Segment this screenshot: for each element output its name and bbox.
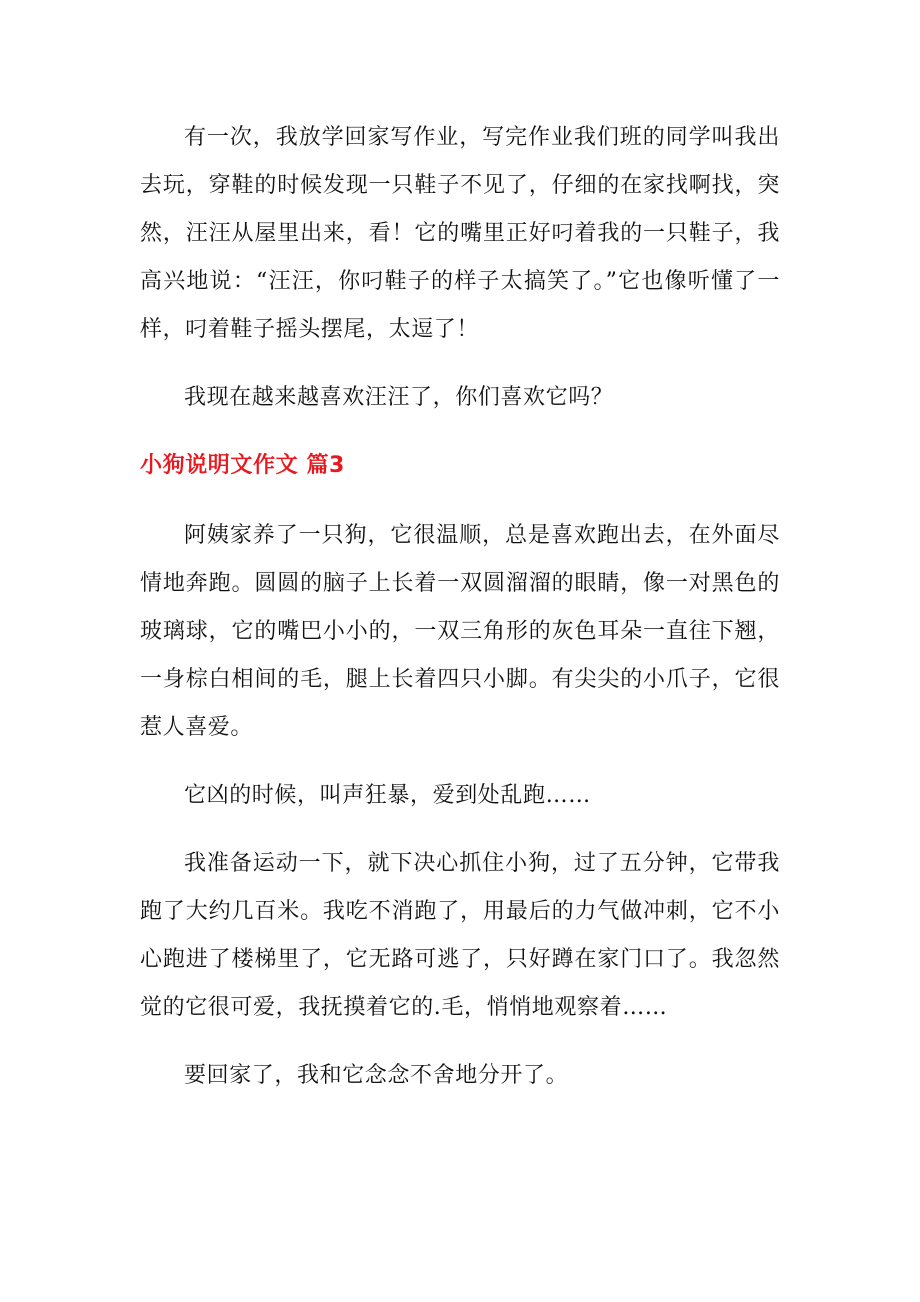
paragraph-shoe-story: 有一次，我放学回家写作业，写完作业我们班的同学叫我出去玩，穿鞋的时候发现一只鞋子不见了，仔细的在家找啊找，突然，汪汪从屋里出来，看！它的嘴里正好叼着我的一只鞋子，我高兴地说：“汪汪，你叼鞋子的样子太搞笑了。”它也像听懂了一样，叼着鞋子摇头摆尾，太逗了！: [140, 125, 780, 342]
document-body: [140, 114, 780, 1100]
paragraph-going-home: 要回家了，我和它念念不舍地分开了。: [184, 1063, 569, 1088]
paragraph-dog-fierce: 它凶的时候，叫声狂暴，爱到处乱跑……: [184, 783, 591, 808]
section-heading: 小狗说明文作文 篇3: [140, 453, 345, 478]
paragraph-dog-description: 阿姨家养了一只狗，它很温顺，总是喜欢跑出去，在外面尽情地奔跑。圆圆的脑子上长着一双圆溜溜的眼睛，像一对黑色的玻璃球，它的嘴巴小小的，一双三角形的灰色耳朵一直往下翘，一身棕白相间的毛，腿上长着四只小脚。有尖尖的小爪子，它很惹人喜爱。: [140, 523, 780, 740]
paragraph-chase-dog: 我准备运动一下，就下决心抓住小狗，过了五分钟，它带我跑了大约几百米。我吃不消跑了，用最后的力气做冲刺，它不小心跑进了楼梯里了，它无路可逃了，只好蹲在家门口了。我忽然觉的它很可爱，我抚摸着它的.毛，悄悄地观察着……: [140, 851, 780, 1020]
paragraph-like-wangwang: 我现在越来越喜欢汪汪了，你们喜欢它吗？: [184, 385, 614, 410]
